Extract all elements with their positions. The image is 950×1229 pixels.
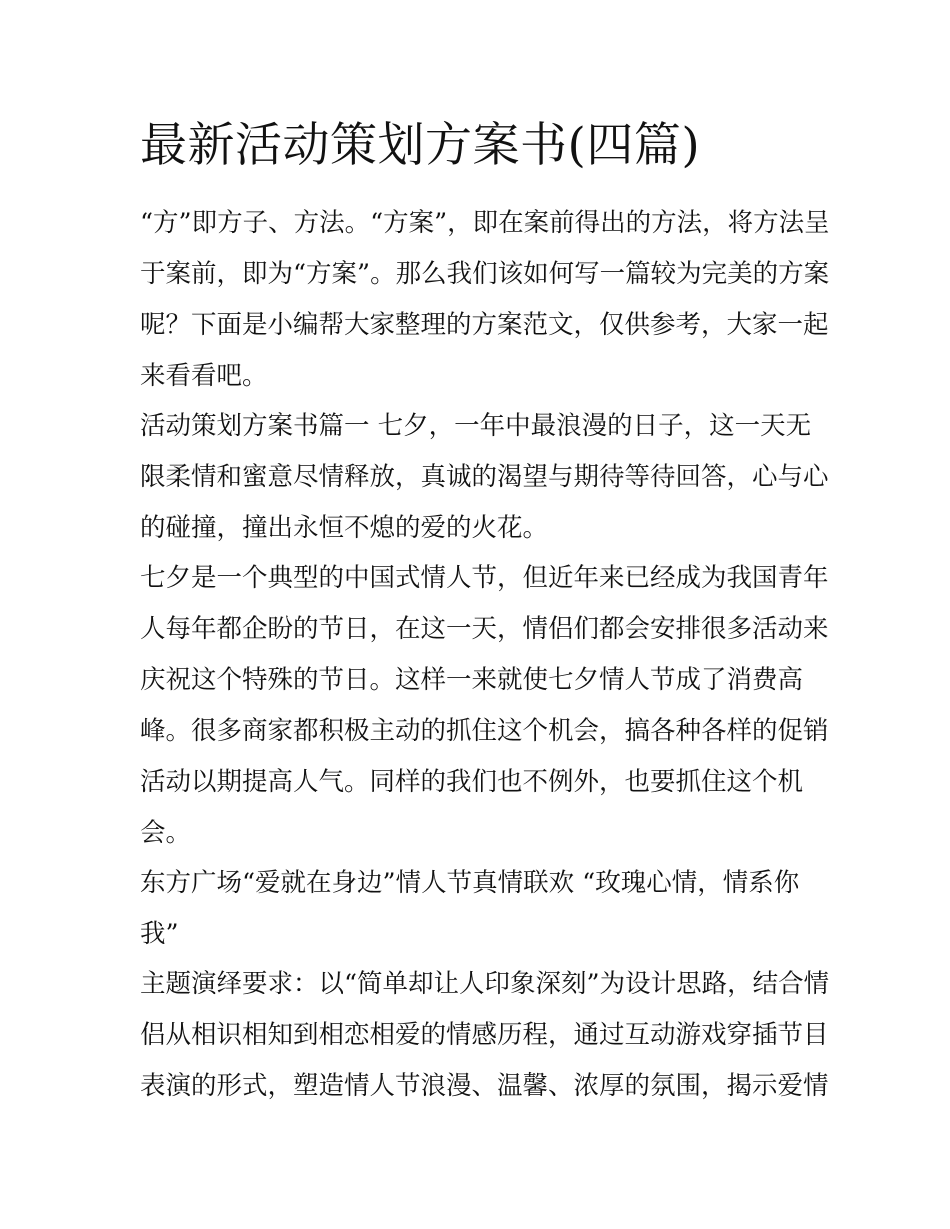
paragraph-theme-requirements — [140, 959, 830, 1112]
paragraph-line: 东方广场“爱就在身边”情人节真情联欢 “玫瑰心情，情系你 — [140, 868, 800, 898]
paragraph-line: 庆祝这个特殊的节日。这样一来就使七夕情人节成了消费高 — [140, 665, 804, 695]
paragraph-line: 来看看吧。 — [140, 361, 268, 391]
paragraph-line: 主题演绎要求：以“简单却让人印象深刻”为设计思路，结合情 — [140, 969, 830, 999]
paragraph-line: 人每年都企盼的节日，在这一天，情侣们都会安排很多活动来 — [140, 614, 829, 644]
paragraph-intro — [140, 198, 830, 402]
paragraph-line: 侣从相识相知到相恋相爱的情感历程，通过互动游戏穿插节目 — [140, 1020, 829, 1050]
paragraph-line: 会。 — [140, 818, 192, 848]
paragraph-line: 于案前，即为“方案”。那么我们该如何写一篇较为完美的方案 — [140, 259, 830, 289]
paragraph-line: 限柔情和蜜意尽情释放，真诚的渴望与期待等待回答，心与心 — [140, 462, 829, 492]
paragraph-line: 呢？下面是小编帮大家整理的方案范文，仅供参考，大家一起 — [140, 310, 829, 340]
document-title: 最新活动策划方案书(四篇) — [140, 118, 701, 173]
paragraph-qixi — [140, 553, 829, 859]
paragraph-line: 七夕是一个典型的中国式情人节，但近年来已经成为我国青年 — [140, 563, 829, 593]
paragraph-line: 活动以期提高人气。同样的我们也不例外，也要抓住这个机 — [140, 767, 804, 797]
paragraph-event-name — [140, 858, 815, 960]
paragraph-line: “方”即方子、方法。“方案”，即在案前得出的方法，将方法呈 — [140, 208, 830, 238]
paragraph-line: 活动策划方案书篇一 七夕，一年中最浪漫的日子，这一天无 — [140, 411, 812, 441]
paragraph-line: 峰。很多商家都积极主动的抓住这个机会，搞各种各样的促销 — [140, 716, 829, 746]
paragraph-line: 我” — [140, 919, 179, 949]
paragraph-section-one — [140, 401, 829, 554]
paragraph-line: 的碰撞，撞出永恒不熄的爱的火花。 — [140, 513, 549, 543]
paragraph-line: 表演的形式，塑造情人节浪漫、温馨、浓厚的氛围，揭示爱情 — [140, 1071, 829, 1101]
